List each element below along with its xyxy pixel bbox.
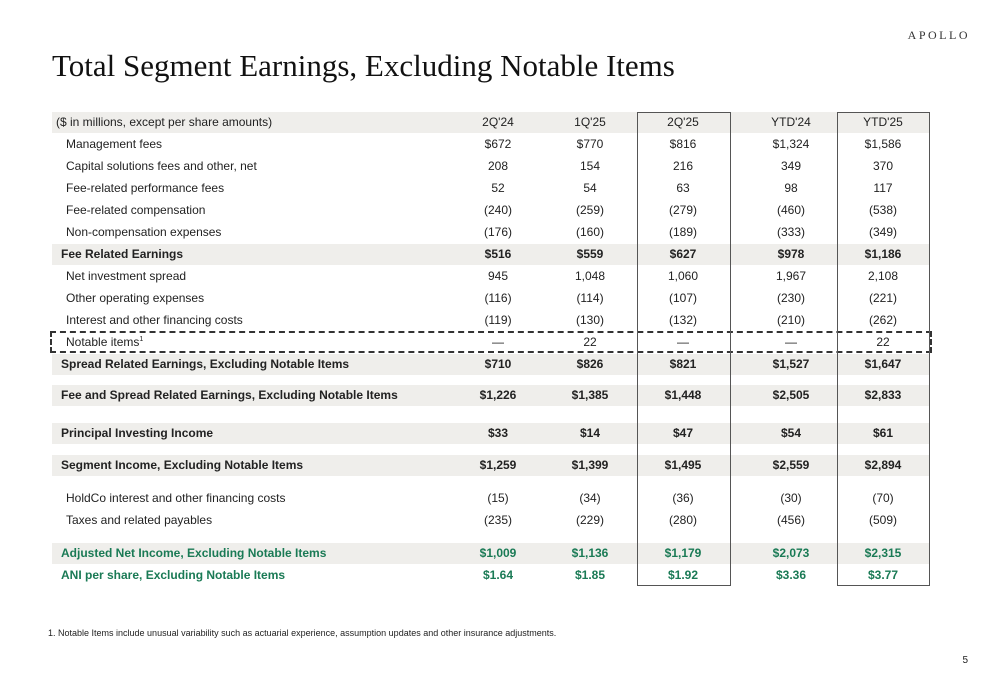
row-management-fees bbox=[52, 134, 930, 155]
value-2q25: (280) bbox=[668, 513, 697, 527]
value-2q25: (36) bbox=[672, 491, 694, 505]
value-ytd25: $2,315 bbox=[864, 546, 902, 560]
col-header-2q24: 2Q'24 bbox=[482, 115, 514, 129]
value-ytd24: $54 bbox=[780, 426, 802, 440]
value-2q24: $33 bbox=[487, 426, 509, 440]
row-segment-income bbox=[52, 455, 930, 476]
value-ytd25: (538) bbox=[868, 203, 897, 217]
value-2q24: $1.64 bbox=[482, 568, 514, 582]
value-ytd25: $61 bbox=[872, 426, 894, 440]
value-ytd25: (509) bbox=[868, 513, 897, 527]
row-label: Interest and other financing costs bbox=[66, 313, 243, 327]
value-2q25: (107) bbox=[668, 291, 697, 305]
value-ytd25: 22 bbox=[876, 335, 890, 349]
value-1q25: $14 bbox=[579, 426, 601, 440]
value-ytd24: $2,559 bbox=[772, 458, 810, 472]
value-2q24: $710 bbox=[484, 357, 512, 371]
value-2q25: 63 bbox=[676, 181, 690, 195]
value-2q25: $47 bbox=[672, 426, 694, 440]
value-2q24: (240) bbox=[483, 203, 512, 217]
value-ytd25: 2,108 bbox=[867, 269, 899, 283]
value-2q24: 52 bbox=[491, 181, 505, 195]
value-1q25: $1,385 bbox=[571, 388, 609, 402]
row-label: Non-compensation expenses bbox=[66, 225, 222, 239]
row-label: Taxes and related payables bbox=[66, 513, 213, 527]
value-2q24: (119) bbox=[484, 313, 512, 327]
row-principal-investing-income bbox=[52, 423, 930, 444]
row-label: Segment Income, Excluding Notable Items bbox=[61, 458, 304, 472]
value-2q24: $1,009 bbox=[479, 546, 517, 560]
row-non-compensation-expenses bbox=[52, 222, 930, 243]
value-2q25: $816 bbox=[669, 137, 697, 151]
value-ytd24: $2,505 bbox=[772, 388, 810, 402]
earnings-table bbox=[52, 112, 930, 586]
notable-items-dashed-outline bbox=[50, 331, 932, 353]
value-ytd25: 117 bbox=[873, 181, 893, 195]
page-number: 5 bbox=[962, 655, 968, 666]
value-2q24: $516 bbox=[484, 247, 512, 261]
value-1q25: 154 bbox=[579, 159, 601, 173]
table-header-row bbox=[52, 112, 930, 133]
value-ytd25: $2,833 bbox=[864, 388, 902, 402]
row-label: Net investment spread bbox=[66, 269, 187, 283]
value-ytd25: (221) bbox=[868, 291, 897, 305]
value-ytd24: — bbox=[785, 335, 797, 349]
row-performance-fees bbox=[52, 178, 930, 199]
row-label: Fee-related performance fees bbox=[66, 181, 225, 195]
value-ytd24: (30) bbox=[780, 491, 802, 505]
value-1q25: (114) bbox=[576, 291, 604, 305]
col-header-ytd24: YTD'24 bbox=[771, 115, 811, 129]
row-other-operating-expenses bbox=[52, 288, 930, 309]
row-fee-and-spread-earnings bbox=[52, 385, 930, 406]
col-header-2q25: 2Q'25 bbox=[667, 115, 699, 129]
row-label: Adjusted Net Income, Excluding Notable Items bbox=[61, 546, 327, 560]
row-spread-related-earnings bbox=[52, 354, 930, 375]
value-2q24: (15) bbox=[487, 491, 509, 505]
value-2q24: (235) bbox=[483, 513, 512, 527]
row-adjusted-net-income bbox=[52, 543, 930, 564]
value-2q25: $1.92 bbox=[667, 568, 699, 582]
row-label: Management fees bbox=[66, 137, 163, 151]
row-taxes-related-payables bbox=[52, 510, 930, 531]
value-ytd25: (349) bbox=[868, 225, 897, 239]
row-holdco-interest bbox=[52, 488, 930, 509]
value-1q25: (160) bbox=[575, 225, 604, 239]
value-ytd24: $978 bbox=[777, 247, 805, 261]
value-2q25: $627 bbox=[669, 247, 697, 261]
row-label: Principal Investing Income bbox=[61, 426, 214, 440]
row-fee-related-compensation bbox=[52, 200, 930, 221]
value-1q25: $559 bbox=[576, 247, 604, 261]
value-ytd24: 98 bbox=[784, 181, 798, 195]
value-2q25: 1,060 bbox=[667, 269, 699, 283]
value-ytd25: (262) bbox=[868, 313, 897, 327]
row-net-investment-spread bbox=[52, 266, 930, 287]
row-interest-financing-costs bbox=[52, 310, 930, 331]
row-label: Fee and Spread Related Earnings, Excluding Notable Items bbox=[61, 388, 398, 402]
value-2q24: 208 bbox=[487, 159, 509, 173]
page-title: Total Segment Earnings, Excluding Notable Items bbox=[52, 48, 675, 83]
footnote: 1. Notable Items include unusual variability such as actuarial experience, assumption updates and other insurance adjustments. bbox=[48, 628, 557, 638]
value-1q25: $1.85 bbox=[574, 568, 606, 582]
row-ani-per-share bbox=[52, 565, 930, 586]
footnote-marker: 1 bbox=[139, 336, 144, 343]
value-ytd24: (230) bbox=[776, 291, 805, 305]
value-2q24: (176) bbox=[483, 225, 512, 239]
row-label: Fee Related Earnings bbox=[61, 247, 184, 261]
value-ytd24: (333) bbox=[776, 225, 805, 239]
value-1q25: $1,136 bbox=[571, 546, 609, 560]
apollo-logo: APOLLO bbox=[907, 28, 970, 42]
value-1q25: 22 bbox=[583, 335, 597, 349]
value-ytd24: $3.36 bbox=[775, 568, 807, 582]
row-label: Other operating expenses bbox=[66, 291, 205, 305]
value-2q25: $1,495 bbox=[664, 458, 702, 472]
value-ytd24: (210) bbox=[776, 313, 805, 327]
value-2q25: (189) bbox=[668, 225, 697, 239]
value-1q25: $770 bbox=[576, 137, 604, 151]
value-2q24: 945 bbox=[487, 269, 509, 283]
notable-items-label: Notable items bbox=[66, 335, 140, 349]
row-label: Spread Related Earnings, Excluding Notable Items bbox=[61, 357, 350, 371]
value-ytd25: $1,647 bbox=[864, 357, 902, 371]
value-1q25: (229) bbox=[575, 513, 604, 527]
row-label: ANI per share, Excluding Notable Items bbox=[61, 568, 286, 582]
value-ytd24: $1,527 bbox=[772, 357, 810, 371]
row-label: HoldCo interest and other financing costs bbox=[66, 491, 286, 505]
value-2q24: $1,226 bbox=[479, 388, 517, 402]
value-ytd25: $1,586 bbox=[864, 137, 902, 151]
value-1q25: (34) bbox=[579, 491, 601, 505]
value-ytd25: $2,894 bbox=[864, 458, 902, 472]
value-2q25: (279) bbox=[668, 203, 697, 217]
value-ytd24: (460) bbox=[776, 203, 805, 217]
value-2q24: (116) bbox=[484, 291, 512, 305]
row-capital-solutions bbox=[52, 156, 930, 177]
value-ytd25: $3.77 bbox=[867, 568, 899, 582]
value-2q25: $1,179 bbox=[664, 546, 702, 560]
row-label: Fee-related compensation bbox=[66, 203, 206, 217]
value-ytd25: $1,186 bbox=[864, 247, 902, 261]
value-1q25: (259) bbox=[575, 203, 604, 217]
value-1q25: $826 bbox=[576, 357, 604, 371]
header-label: ($ in millions, except per share amounts) bbox=[56, 115, 273, 129]
value-2q24: — bbox=[492, 335, 504, 349]
value-2q25: (132) bbox=[668, 313, 697, 327]
value-2q25: — bbox=[677, 335, 689, 349]
value-2q25: $1,448 bbox=[664, 388, 702, 402]
value-2q25: 216 bbox=[672, 159, 694, 173]
value-1q25: (130) bbox=[575, 313, 604, 327]
value-2q25: $821 bbox=[669, 357, 697, 371]
value-1q25: 1,048 bbox=[574, 269, 606, 283]
value-2q24: $1,259 bbox=[479, 458, 517, 472]
col-header-ytd25: YTD'25 bbox=[863, 115, 903, 129]
value-ytd24: $2,073 bbox=[772, 546, 810, 560]
value-ytd25: 370 bbox=[872, 159, 894, 173]
value-ytd24: 1,967 bbox=[775, 269, 807, 283]
value-1q25: 54 bbox=[583, 181, 597, 195]
value-ytd25: (70) bbox=[872, 491, 894, 505]
value-1q25: $1,399 bbox=[571, 458, 609, 472]
col-header-1q25: 1Q'25 bbox=[574, 115, 606, 129]
row-fee-related-earnings bbox=[52, 244, 930, 265]
value-ytd24: (456) bbox=[776, 513, 805, 527]
row-label: Capital solutions fees and other, net bbox=[66, 159, 257, 173]
value-2q24: $672 bbox=[484, 137, 512, 151]
value-ytd24: 349 bbox=[780, 159, 802, 173]
value-ytd24: $1,324 bbox=[772, 137, 810, 151]
